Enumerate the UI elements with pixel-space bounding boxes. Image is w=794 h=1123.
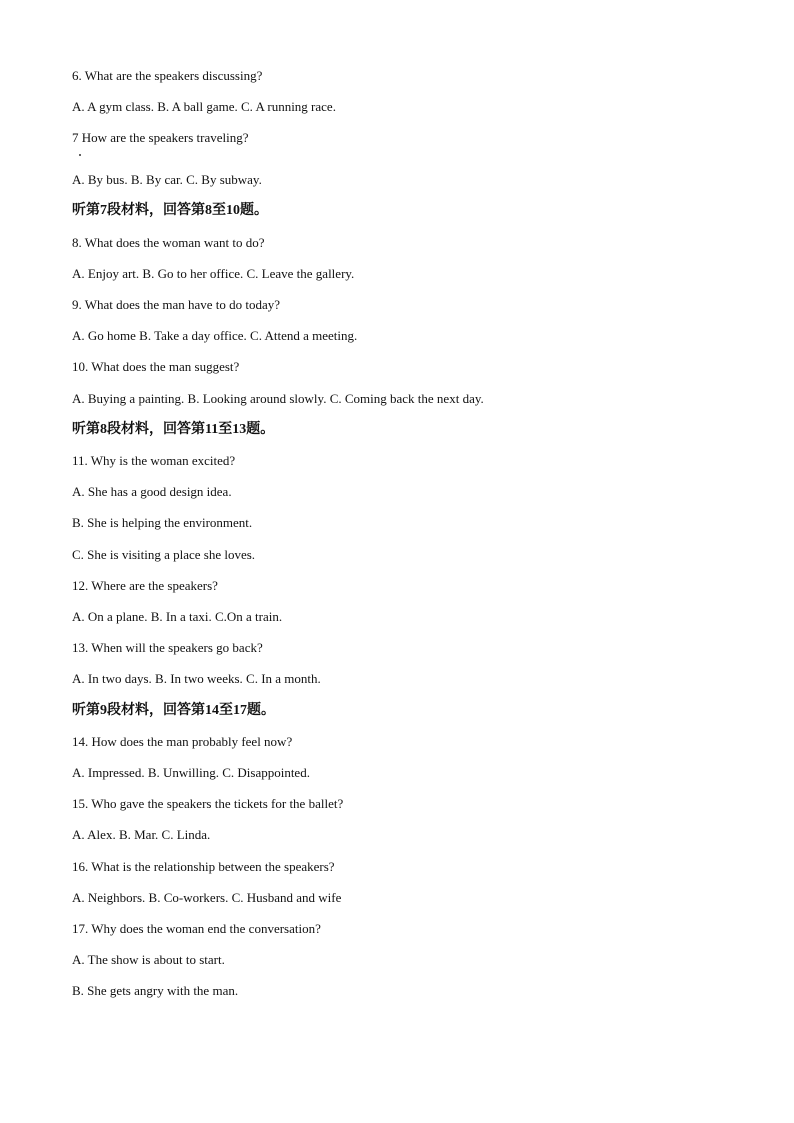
question-6: 6. What are the speakers discussing? xyxy=(72,68,263,83)
options-10: A. Buying a painting. B. Looking around slowly. C. Coming back the next day. xyxy=(72,391,484,406)
options-6: A. A gym class. B. A ball game. C. A running race. xyxy=(72,99,336,114)
options-9: A. Go home B. Take a day office. C. Attend a meeting. xyxy=(72,328,358,343)
section-header-9: 听第9段材料，回答第14至17题。 xyxy=(72,703,275,718)
option-17-b: B. She gets angry with the man. xyxy=(72,983,239,998)
option-11-c: C. She is visiting a place she loves. xyxy=(72,547,256,562)
options-16: A. Neighbors. B. Co-workers. C. Husband and wife xyxy=(72,890,342,905)
options-8: A. Enjoy art. B. Go to her office. C. Leave the gallery. xyxy=(72,266,355,281)
question-11: 11. Why is the woman excited? xyxy=(72,453,236,468)
option-11-a: A. She has a good design idea. xyxy=(72,484,232,499)
stray-dot xyxy=(79,154,81,156)
options-12: A. On a plane. B. In a taxi. C.On a train. xyxy=(72,609,283,624)
question-13: 13. When will the speakers go back? xyxy=(72,640,263,655)
option-11-b: B. She is helping the environment. xyxy=(72,515,253,530)
question-9: 9. What does the man have to do today? xyxy=(72,297,281,312)
question-8: 8. What does the woman want to do? xyxy=(72,235,265,250)
question-15: 15. Who gave the speakers the tickets for the ballet? xyxy=(72,796,344,811)
options-13: A. In two days. B. In two weeks. C. In a month. xyxy=(72,671,321,686)
question-10: 10. What does the man suggest? xyxy=(72,359,240,374)
section-header-7: 听第7段材料，回答第8至10题。 xyxy=(72,203,268,218)
options-14: A. Impressed. B. Unwilling. C. Disappointed. xyxy=(72,765,310,780)
question-17: 17. Why does the woman end the conversation? xyxy=(72,921,321,936)
option-17-a: A. The show is about to start. xyxy=(72,952,225,967)
options-15: A. Alex. B. Mar. C. Linda. xyxy=(72,827,211,842)
question-16: 16. What is the relationship between the speakers? xyxy=(72,859,335,874)
question-14: 14. How does the man probably feel now? xyxy=(72,734,293,749)
question-12: 12. Where are the speakers? xyxy=(72,578,218,593)
options-7: A. By bus. B. By car. C. By subway. xyxy=(72,172,262,187)
question-7: 7 How are the speakers traveling? xyxy=(72,130,249,145)
section-header-8: 听第8段材料，回答第11至13题。 xyxy=(72,422,275,437)
